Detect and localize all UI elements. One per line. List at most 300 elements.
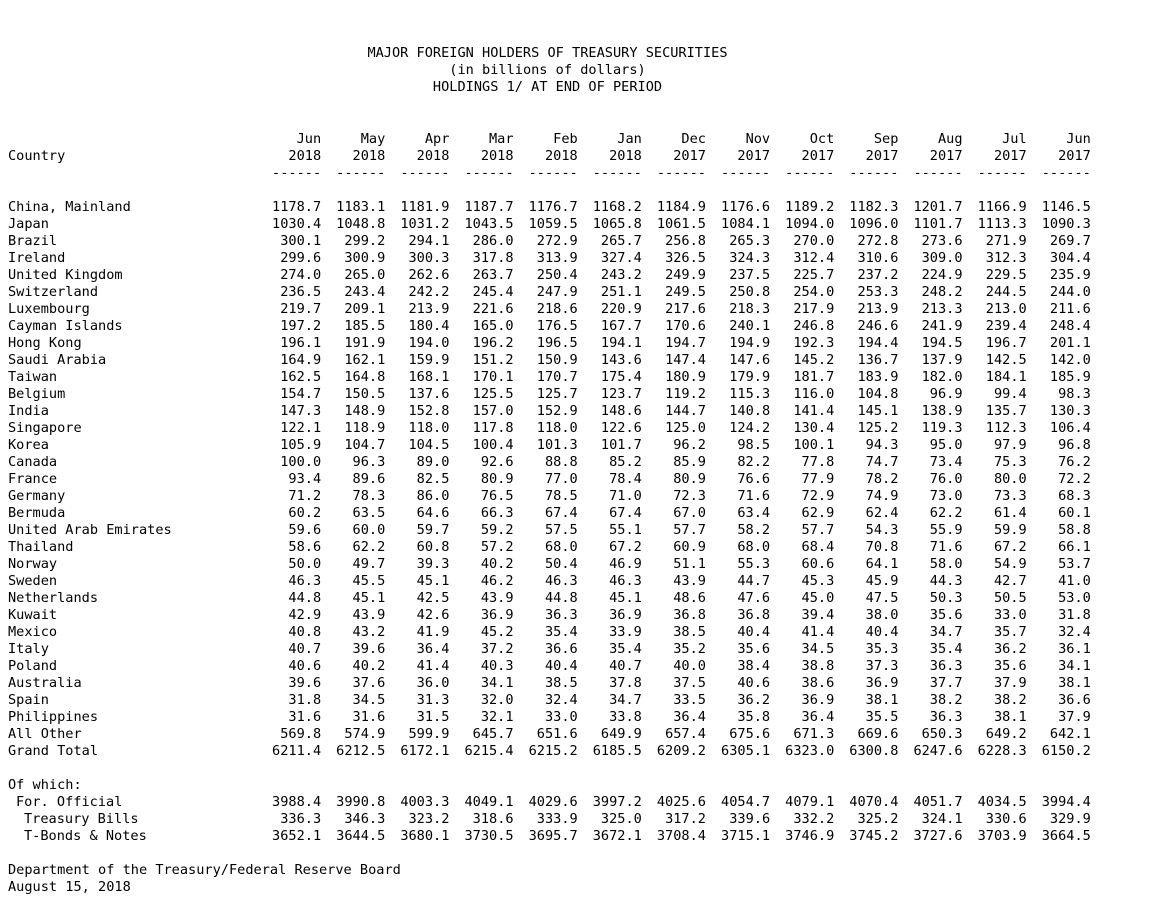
value-cell: 1090.3: [1041, 216, 1091, 232]
value-cell: 45.3: [801, 573, 835, 589]
value-cell: 3997.2: [592, 794, 642, 810]
value-cell: 36.3: [929, 658, 963, 674]
value-cell: 44.8: [544, 590, 578, 606]
value-cell: 36.4: [801, 709, 835, 725]
value-cell: 152.8: [408, 403, 450, 419]
value-cell: 35.6: [929, 607, 963, 623]
table-row: [8, 301, 1091, 318]
value-cell: 1065.8: [592, 216, 642, 232]
value-cell: 36.2: [737, 692, 771, 708]
value-cell: 229.5: [985, 267, 1027, 283]
value-cell: 35.6: [737, 641, 771, 657]
value-cell: 38.8: [801, 658, 835, 674]
value-cell: 225.7: [793, 267, 835, 283]
value-cell: 157.0: [472, 403, 514, 419]
value-cell: 99.4: [993, 386, 1027, 402]
value-cell: 118.0: [408, 420, 450, 436]
value-cell: 300.1: [280, 233, 322, 249]
value-cell: 262.6: [408, 267, 450, 283]
value-cell: 36.8: [673, 607, 706, 623]
value-cell: 37.2: [480, 641, 514, 657]
value-cell: 43.9: [673, 573, 706, 589]
row-label: Bermuda: [8, 505, 66, 521]
value-cell: 1178.7: [272, 199, 322, 215]
value-cell: 37.3: [865, 658, 899, 674]
table-row: [8, 233, 1091, 250]
value-cell: 67.0: [673, 505, 706, 521]
value-cell: 34.1: [1058, 658, 1091, 674]
value-cell: 125.5: [472, 386, 514, 402]
spacer-row: [8, 182, 1091, 199]
value-cell: 151.2: [472, 352, 514, 368]
value-cell: 248.2: [921, 284, 963, 300]
value-cell: 1166.9: [977, 199, 1027, 215]
value-cell: 94.3: [865, 437, 899, 453]
value-cell: 312.3: [985, 250, 1027, 266]
table-row: [8, 590, 1091, 607]
value-cell: 194.7: [665, 335, 706, 351]
value-cell: 6323.0: [785, 743, 835, 759]
value-cell: 148.6: [600, 403, 642, 419]
value-cell: 329.9: [1049, 811, 1091, 827]
value-cell: 46.3: [288, 573, 322, 589]
value-cell: 148.9: [344, 403, 386, 419]
value-cell: 294.1: [408, 233, 450, 249]
value-cell: 256.8: [665, 233, 706, 249]
value-cell: 167.7: [600, 318, 642, 334]
value-cell: 4029.6: [528, 794, 578, 810]
column-month: Nov: [745, 131, 771, 147]
value-cell: 74.7: [865, 454, 899, 470]
column-year: 2017: [929, 148, 963, 164]
value-cell: 650.3: [921, 726, 963, 742]
table-row: [8, 437, 1091, 454]
column-year: 2017: [865, 148, 899, 164]
value-cell: 162.1: [344, 352, 386, 368]
value-cell: 36.9: [801, 692, 835, 708]
value-cell: 253.3: [857, 284, 899, 300]
value-cell: 6212.5: [336, 743, 386, 759]
value-cell: 68.4: [801, 539, 835, 555]
value-cell: 675.6: [729, 726, 771, 742]
column-month: Jun: [296, 131, 322, 147]
column-rule: ------: [1041, 165, 1091, 181]
value-cell: 122.6: [600, 420, 642, 436]
value-cell: 162.5: [280, 369, 322, 385]
value-cell: 76.2: [1058, 454, 1091, 470]
value-cell: 60.6: [801, 556, 835, 572]
value-cell: 327.4: [600, 250, 642, 266]
value-cell: 32.4: [1058, 624, 1091, 640]
of-which-row: [8, 811, 1091, 828]
value-cell: 194.4: [857, 335, 899, 351]
value-cell: 44.8: [288, 590, 322, 606]
value-cell: 247.9: [536, 284, 578, 300]
value-cell: 44.3: [929, 573, 963, 589]
value-cell: 46.9: [609, 556, 642, 572]
value-cell: 77.9: [801, 471, 835, 487]
value-cell: 37.9: [1058, 709, 1091, 725]
value-cell: 31.6: [352, 709, 386, 725]
column-rule: ------: [592, 165, 642, 181]
row-label: Kuwait: [8, 607, 58, 623]
value-cell: 246.8: [793, 318, 835, 334]
value-cell: 213.9: [408, 301, 450, 317]
value-cell: 168.1: [408, 369, 450, 385]
value-cell: 60.9: [673, 539, 706, 555]
value-cell: 330.6: [985, 811, 1027, 827]
row-label: Sweden: [8, 573, 58, 589]
value-cell: 104.8: [857, 386, 899, 402]
table-row: [8, 709, 1091, 726]
value-cell: 323.2: [408, 811, 450, 827]
value-cell: 3746.9: [785, 828, 835, 844]
value-cell: 100.0: [280, 454, 322, 470]
value-cell: 38.1: [993, 709, 1027, 725]
value-cell: 251.1: [600, 284, 642, 300]
value-cell: 184.1: [985, 369, 1027, 385]
value-cell: 3695.7: [528, 828, 578, 844]
column-month: Apr: [424, 131, 450, 147]
row-label: Saudi Arabia: [8, 352, 107, 368]
value-cell: 1182.3: [849, 199, 899, 215]
value-cell: 33.8: [609, 709, 642, 725]
value-cell: 164.9: [280, 352, 322, 368]
value-cell: 4034.5: [977, 794, 1027, 810]
value-cell: 37.8: [609, 675, 642, 691]
value-cell: 1048.8: [336, 216, 386, 232]
value-cell: 71.6: [929, 539, 963, 555]
value-cell: 165.0: [472, 318, 514, 334]
value-cell: 46.3: [544, 573, 578, 589]
value-cell: 76.5: [480, 488, 514, 504]
value-cell: 201.1: [1049, 335, 1091, 351]
table-row: [8, 539, 1091, 556]
value-cell: 44.7: [737, 573, 771, 589]
value-cell: 3672.1: [592, 828, 642, 844]
value-cell: 34.5: [352, 692, 386, 708]
value-cell: 57.5: [544, 522, 578, 538]
value-cell: 34.7: [609, 692, 642, 708]
row-label: Mexico: [8, 624, 58, 640]
value-cell: 346.3: [344, 811, 386, 827]
value-cell: 35.5: [865, 709, 899, 725]
value-cell: 312.4: [793, 250, 835, 266]
value-cell: 209.1: [344, 301, 386, 317]
column-month: Jul: [1002, 131, 1027, 147]
value-cell: 33.9: [609, 624, 642, 640]
value-cell: 213.3: [921, 301, 963, 317]
table-row: [8, 624, 1091, 641]
value-cell: 130.4: [793, 420, 835, 436]
value-cell: 249.5: [665, 284, 706, 300]
value-cell: 1201.7: [913, 199, 963, 215]
value-cell: 125.7: [536, 386, 578, 402]
row-label: United Kingdom: [8, 267, 123, 283]
table-row: [8, 471, 1091, 488]
value-cell: 96.9: [929, 386, 963, 402]
value-cell: 318.6: [472, 811, 514, 827]
value-cell: 642.1: [1049, 726, 1091, 742]
value-cell: 119.3: [921, 420, 963, 436]
value-cell: 40.8: [288, 624, 322, 640]
column-year: 2018: [352, 148, 386, 164]
value-cell: 317.2: [665, 811, 706, 827]
value-cell: 64.1: [865, 556, 899, 572]
value-cell: 217.6: [665, 301, 706, 317]
value-cell: 135.7: [985, 403, 1027, 419]
value-cell: 41.4: [801, 624, 835, 640]
value-cell: 170.1: [472, 369, 514, 385]
value-cell: 194.5: [921, 335, 963, 351]
column-year: 2017: [993, 148, 1027, 164]
value-cell: 4051.7: [913, 794, 963, 810]
value-cell: 36.8: [737, 607, 771, 623]
value-cell: 4054.7: [721, 794, 771, 810]
value-cell: 657.4: [665, 726, 706, 742]
value-cell: 50.3: [929, 590, 963, 606]
value-cell: 67.2: [609, 539, 642, 555]
of-which-label: Of which:: [8, 777, 82, 793]
value-cell: 50.0: [288, 556, 322, 572]
value-cell: 63.4: [737, 505, 771, 521]
value-cell: 130.3: [1049, 403, 1091, 419]
value-cell: 105.9: [280, 437, 322, 453]
value-cell: 62.2: [352, 539, 386, 555]
value-cell: 45.9: [865, 573, 899, 589]
row-label: Hong Kong: [8, 335, 82, 351]
value-cell: 36.3: [929, 709, 963, 725]
value-cell: 197.2: [280, 318, 322, 334]
value-cell: 324.1: [921, 811, 963, 827]
value-cell: 32.4: [544, 692, 578, 708]
value-cell: 46.2: [480, 573, 514, 589]
value-cell: 181.7: [793, 369, 835, 385]
value-cell: 77.0: [544, 471, 578, 487]
value-cell: 237.2: [857, 267, 899, 283]
value-cell: 34.5: [801, 641, 835, 657]
value-cell: 39.3: [416, 556, 450, 572]
value-cell: 4079.1: [785, 794, 835, 810]
value-cell: 175.4: [600, 369, 642, 385]
value-cell: 38.5: [544, 675, 578, 691]
row-label: Switzerland: [8, 284, 99, 300]
value-cell: 272.9: [536, 233, 578, 249]
value-cell: 196.7: [985, 335, 1027, 351]
value-cell: 89.0: [416, 454, 450, 470]
value-cell: 85.2: [609, 454, 642, 470]
value-cell: 38.0: [865, 607, 899, 623]
value-cell: 651.6: [536, 726, 578, 742]
row-label: T-Bonds & Notes: [24, 828, 147, 844]
value-cell: 1084.1: [721, 216, 771, 232]
value-cell: 96.3: [352, 454, 386, 470]
table-row: [8, 335, 1091, 352]
table-row: [8, 420, 1091, 437]
value-cell: 299.6: [280, 250, 322, 266]
value-cell: 1183.1: [336, 199, 386, 215]
value-cell: 40.0: [673, 658, 706, 674]
value-cell: 40.6: [737, 675, 771, 691]
row-label: Korea: [8, 437, 49, 453]
source-line: Department of the Treasury/Federal Reserve Board: [8, 862, 401, 878]
value-cell: 147.3: [280, 403, 322, 419]
value-cell: 125.2: [857, 420, 899, 436]
value-cell: 36.4: [673, 709, 706, 725]
value-cell: 3988.4: [272, 794, 322, 810]
value-cell: 34.7: [929, 624, 963, 640]
value-cell: 246.6: [857, 318, 899, 334]
value-cell: 1187.7: [464, 199, 514, 215]
value-cell: 274.0: [280, 267, 322, 283]
value-cell: 37.6: [352, 675, 386, 691]
value-cell: 39.4: [801, 607, 835, 623]
value-cell: 35.3: [865, 641, 899, 657]
value-cell: 45.2: [480, 624, 514, 640]
value-cell: 196.2: [472, 335, 514, 351]
value-cell: 40.2: [352, 658, 386, 674]
value-cell: 80.9: [673, 471, 706, 487]
value-cell: 36.4: [416, 641, 450, 657]
value-cell: 96.2: [673, 437, 706, 453]
value-cell: 176.5: [536, 318, 578, 334]
value-cell: 194.0: [408, 335, 450, 351]
value-cell: 147.6: [729, 352, 771, 368]
report-subtitle: (in billions of dollars): [449, 62, 646, 78]
table-row: [8, 386, 1091, 403]
value-cell: 599.9: [408, 726, 450, 742]
value-cell: 119.2: [665, 386, 706, 402]
value-cell: 72.2: [1058, 471, 1091, 487]
value-cell: 53.0: [1058, 590, 1091, 606]
value-cell: 35.4: [609, 641, 642, 657]
value-cell: 4025.6: [656, 794, 706, 810]
value-cell: 125.0: [665, 420, 706, 436]
value-cell: 35.2: [673, 641, 706, 657]
value-cell: 63.5: [352, 505, 386, 521]
value-cell: 3994.4: [1041, 794, 1091, 810]
table-row: [8, 726, 1091, 743]
value-cell: 240.1: [729, 318, 771, 334]
value-cell: 299.2: [344, 233, 386, 249]
column-rule: ------: [849, 165, 899, 181]
column-rule: ------: [272, 165, 322, 181]
column-year: 2017: [801, 148, 835, 164]
value-cell: 36.6: [1058, 692, 1091, 708]
value-cell: 170.7: [536, 369, 578, 385]
column-rule: ------: [785, 165, 835, 181]
value-cell: 263.7: [472, 267, 514, 283]
value-cell: 317.8: [472, 250, 514, 266]
value-cell: 244.5: [985, 284, 1027, 300]
value-cell: 85.9: [673, 454, 706, 470]
value-cell: 272.8: [857, 233, 899, 249]
value-cell: 60.0: [352, 522, 386, 538]
row-label: Spain: [8, 692, 49, 708]
value-cell: 82.2: [737, 454, 771, 470]
value-cell: 116.0: [793, 386, 835, 402]
value-cell: 3703.9: [977, 828, 1027, 844]
value-cell: 72.3: [673, 488, 706, 504]
value-cell: 1096.0: [849, 216, 899, 232]
table-row: [8, 216, 1091, 233]
value-cell: 123.7: [600, 386, 642, 402]
value-cell: 33.5: [673, 692, 706, 708]
row-label: Thailand: [8, 539, 74, 555]
value-cell: 39.6: [288, 675, 322, 691]
value-cell: 78.2: [865, 471, 899, 487]
table-body: [8, 182, 1091, 845]
value-cell: 31.3: [416, 692, 450, 708]
value-cell: 58.2: [737, 522, 771, 538]
value-cell: 67.4: [544, 505, 578, 521]
table-header: [8, 131, 1091, 182]
row-label: Treasury Bills: [24, 811, 139, 827]
value-cell: 100.1: [793, 437, 835, 453]
value-cell: 1101.7: [913, 216, 963, 232]
row-label: Taiwan: [8, 369, 58, 385]
country-column-header: Country: [8, 148, 66, 164]
value-cell: 33.0: [993, 607, 1027, 623]
value-cell: 242.2: [408, 284, 450, 300]
value-cell: 237.5: [729, 267, 771, 283]
value-cell: 76.0: [929, 471, 963, 487]
value-cell: 270.0: [793, 233, 835, 249]
value-cell: 71.6: [737, 488, 771, 504]
column-month: May: [360, 131, 386, 147]
value-cell: 239.4: [985, 318, 1027, 334]
row-label: Luxembourg: [8, 301, 90, 317]
value-cell: 136.7: [857, 352, 899, 368]
of-which-row: [8, 794, 1091, 811]
value-cell: 66.3: [480, 505, 514, 521]
value-cell: 191.9: [344, 335, 386, 351]
value-cell: 3730.5: [464, 828, 514, 844]
value-cell: 71.0: [609, 488, 642, 504]
value-cell: 106.4: [1049, 420, 1091, 436]
value-cell: 40.3: [480, 658, 514, 674]
value-cell: 35.6: [993, 658, 1027, 674]
value-cell: 37.7: [929, 675, 963, 691]
value-cell: 55.3: [737, 556, 771, 572]
value-cell: 243.4: [344, 284, 386, 300]
value-cell: 80.9: [480, 471, 514, 487]
value-cell: 66.1: [1058, 539, 1091, 555]
value-cell: 59.6: [288, 522, 322, 538]
value-cell: 88.8: [544, 454, 578, 470]
value-cell: 73.4: [929, 454, 963, 470]
spacer-row: [8, 760, 1091, 777]
value-cell: 122.1: [280, 420, 322, 436]
value-cell: 4049.1: [464, 794, 514, 810]
value-cell: 78.3: [352, 488, 386, 504]
column-year: 2018: [288, 148, 322, 164]
value-cell: 78.5: [544, 488, 578, 504]
value-cell: 6228.3: [977, 743, 1027, 759]
value-cell: 41.0: [1058, 573, 1091, 589]
table-row: [8, 522, 1091, 539]
column-rule: ------: [400, 165, 450, 181]
value-cell: 101.7: [600, 437, 642, 453]
value-cell: 117.8: [472, 420, 514, 436]
value-cell: 62.2: [929, 505, 963, 521]
report-subtitle-period: HOLDINGS 1/ AT END OF PERIOD: [432, 79, 663, 95]
value-cell: 45.0: [801, 590, 835, 606]
table-row: [8, 692, 1091, 709]
value-cell: 70.8: [865, 539, 899, 555]
table-row: [8, 743, 1091, 760]
value-cell: 249.9: [665, 267, 706, 283]
